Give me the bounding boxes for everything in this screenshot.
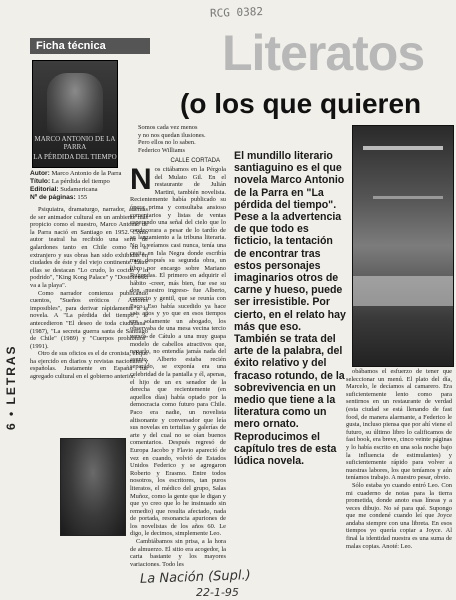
excerpt-column [130,124,226,568]
article-subtitle: (o los que quieren [180,88,422,119]
page-section-label: 6 • LETRAS [4,344,18,430]
excerpt-continuation [346,368,452,550]
article-lead: El mundillo literario santiaguino es el que novela Marco Antonio de la Parra en "La pérdida del tiempo". Pese a la advertencia de que todo es ficticio, la tentación de encontrar tras estos personajes imaginarios otros de carne y hueso, puede ser irresistible. Por cierto, en el relato hay más que eso. También se trata del arte de la palabra, del éxito relativo y del fracaso rotundo, de la sobrevivencia en un medio que tiene a la literatura como un mero ornato. Reproducimos el capítulo tres de esta lúdica novela. [234,150,346,468]
author-portrait [60,438,126,536]
meta-row: Editorial: Sudamericana [30,186,98,193]
handwritten-date: 22-1-95 [196,586,239,599]
excerpt-paragraph: Sólo estaba yo cuando entró Leo. Con mi cuaderno de notas para la tierra prometida, donde anoto esas líneas y a veces dibujo. No sé para qué. Supongo que me condené cuando leí que Joyce andaba siempre con una libreta. En esos tiempos yo quería copiar a Joyce. Al final la identidad nuestra es una suma de malas copias. Anoté: Leo. [346,481,452,550]
bio-paragraph: Otro de sus oficios es el de cronista, el que ha ejercido en diarios y revistas nacionales y españolas. Justamente en España fue agregado cultural en el gobierno anterior. [30,350,148,381]
drop-cap: N [130,162,152,196]
meta-row: Nº de páginas: 155 [30,194,88,201]
bio-paragraph: Como narrador comienza publicando cuentos, "Sueños eróticos / Amores imposibles", para derivar rápidamente a la novela. A "La pérdida del tiempo", le antecedieron "El deseo de toda ciudadana" (1987), "La secreta guerra santa de Santiago de Chile" (1989) y "Cuerpos prohibidos" (1991). [30,289,148,350]
meta-row: Título: La pérdida del tiempo [30,178,110,185]
photo-detail [363,146,443,150]
meta-row: Autor: Marco Antonio de la Parra [30,170,122,177]
cover-figure [47,73,103,133]
page-section-marker [2,320,18,440]
book-cover-image [32,60,118,168]
bio-paragraph: Psiquiatra, dramaturgo, narrador, además de ser animador cultural en un ambiente más propicio como el nuestro, Marco Antonio de la Parra nació en Santiago en 1952. Como autor teatral ha recibido una serie de galardones tanto en Chile como en el extranjero y sus obras han sido exhibidas en ciudades de éste y del viejo continente. Entre ellas se destacan "Lo crudo, lo cocido y lo podrido", "King Kong Palace" y "Dostoievski va a la playa". [30,206,148,289]
photo-detail [353,276,453,306]
epigraph-line: Somos cada vez menos [138,124,198,131]
photo-detail [373,196,443,199]
cover-author: MARCO ANTONIO DE LA PARRA [34,135,116,151]
restaurant-photo [352,125,454,367]
cover-title: LA PÉRDIDA DEL TIEMPO [33,153,117,161]
excerpt-paragraph: Cambiábamos sin prisa, a la hora de almuerzo. El sitio era acogedor, la carta bastante y los mayores variaciones. Todo les [130,538,226,568]
archive-stamp: RCG 0382 [209,5,264,20]
chapter-title: CALLE CORTADA [170,158,220,165]
section-label: Ficha técnica [30,38,150,54]
handwritten-source: La Nación (Supl.) [139,568,251,587]
excerpt-paragraph: os citábamos en la Pérgola del Mulato Gil. En el restaurante de Julián Martini, también novelista. Recientemente había publicado su ópera prima y consultaba ansioso comentarios y listas de ventas esperando una señal del cielo que lo condecorara a pesar de lo tardío de su lanzamiento a la tribuna literaria. No lo veíamos casi nunca, tenía una casita en Isla Negra donde escribía muy después su segunda obra, un libro por encargo sobre Mariano Rugendas. El primero en adquirir el hábito -creer, más bien, fue ese su don, nuestro ingreso- fue Alberto, correcto y gentil, que se reunía con Paco. Eso había sucedido ya hace seis años y yo que en esos tiempos era solamente un abogado, los observaba de una mesa vecina tercio versos de Cátulo a una muy guapa modelo de cabellos atractivos que, negarlo, no entendía jamás nada del asunto. Alberto estaba recién separado, se exponía era una celebridad de la pantalla y él, apenas, el hijo de un ex senador de la derecha que recientemente (en aquellos días) había optado por la democracia como futuro para Chile. Paco era nadie, un novelista altisonante y conversador que leía sus novelas en tertulias y galerías de arte y del cual no se oían buenos comentarios. Después regresó de Europa Jacobo y Flavio apareció de vez en cuando, volvió de Estados Unidos Federico y se agregaron Roberto y Erasmo. Entre todos nosotros, los escritores, tan puros literatos, el médico del grupo, Salas Muñoz, como la gente que le digan y que yo creo que lo he insinuado sin remedio) que resulta afectado, nada de portada, resonancia apuriones de los novelistas de los años 60. Le digo, le decimos, simplemente Leo. [130,165,226,538]
epigraph-author: Federico Williams [138,146,186,154]
epigraph-line: Pero ellos no lo saben. [138,139,196,147]
article-title: Literatos [222,25,425,81]
epigraph-line: y no nos quedan ilusiones. [138,131,206,139]
excerpt-paragraph: obábamos el esfuerzo de tener que seleccionar un menú. El plato del día, Marcelo, le decíamos al camarero. Era suficientemente lento como para sentirnos en un restaurante de verdad (esta ciudad se está llenando de fast food, de manera alarmante, a Federico le gusta, incluso piensa que por ahí viene el futuro, su último libro lo calificamos de fast book, era breve, cinco veinte páginas y lo había escrito en una sola noche bajo la influencia de estimulantes) y suficientemente rápido para volver a nuestras labores, los que teníamos y aún teníamos trabajo. A nuestro pesar, obvio. [346,368,452,482]
